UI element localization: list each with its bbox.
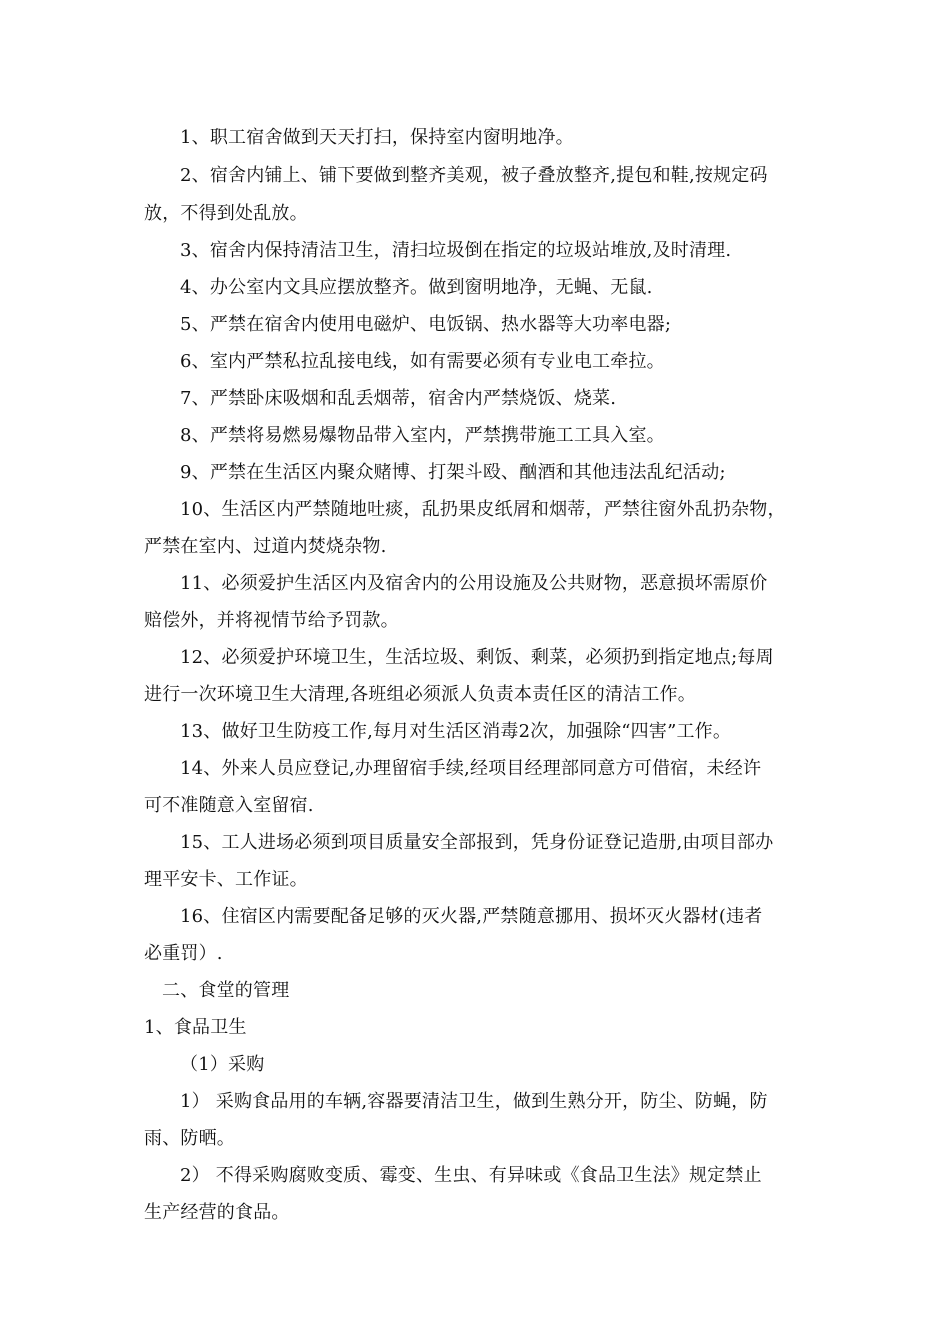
rule-12-line-2: 进行一次环境卫生大清理,各班组必须派人负责本责任区的清洁工作。 — [144, 684, 696, 705]
rule-8: 8、严禁将易燃易爆物品带入室内，严禁携带施工工具入室。 — [180, 425, 665, 446]
rule-2-line-2: 放，不得到处乱放。 — [144, 203, 308, 224]
rule-10-line-2: 严禁在室内、过道内焚烧杂物. — [144, 536, 387, 557]
rule-14-line-1: 14、外来人员应登记,办理留宿手续,经项目经理部同意方可借宿，未经许 — [180, 758, 762, 779]
rule-15-line-1: 15、工人进场必须到项目质量安全部报到，凭身份证登记造册,由项目部办 — [180, 832, 774, 853]
rule-13: 13、做好卫生防疫工作,每月对生活区消毒2次，加强除“四害”工作。 — [180, 721, 732, 742]
procurement-item-2-line-2: 生产经营的食品。 — [144, 1202, 290, 1223]
subsection-food-hygiene: 1、食品卫生 — [144, 1017, 247, 1038]
rule-1: 1、职工宿舍做到天天打扫，保持室内窗明地净。 — [180, 127, 574, 148]
rule-11-line-1: 11、必须爱护生活区内及宿舍内的公用设施及公共财物，恶意损坏需原价 — [180, 573, 768, 594]
rule-14-line-2: 可不准随意入室留宿. — [144, 795, 314, 816]
procurement-item-1-line-2: 雨、防晒。 — [144, 1128, 235, 1149]
rule-7: 7、严禁卧床吸烟和乱丢烟蒂，宿舍内严禁烧饭、烧菜. — [180, 388, 617, 409]
rule-3: 3、宿舍内保持清洁卫生，清扫垃圾倒在指定的垃圾站堆放,及时清理. — [180, 240, 732, 261]
rule-2-line-1: 2、宿舍内铺上、铺下要做到整齐美观，被子叠放整齐,提包和鞋,按规定码 — [180, 165, 768, 186]
subsection-procurement: （1）采购 — [180, 1054, 265, 1075]
rule-12-line-1: 12、必须爱护环境卫生，生活垃圾、剩饭、剩菜，必须扔到指定地点;每周 — [180, 647, 774, 668]
rule-10-line-1: 10、生活区内严禁随地吐痰，乱扔果皮纸屑和烟蒂，严禁往窗外乱扔杂物， — [180, 499, 786, 520]
section-heading-canteen: 二、食堂的管理 — [162, 980, 290, 1001]
rule-5: 5、严禁在宿舍内使用电磁炉、电饭锅、热水器等大功率电器; — [180, 314, 672, 335]
procurement-item-1-line-1: 1） 采购食品用的车辆,容器要清洁卫生，做到生熟分开，防尘、防蝇，防 — [180, 1091, 768, 1112]
rule-16-line-1: 16、住宿区内需要配备足够的灭火器,严禁随意挪用、损坏灭火器材(违者 — [180, 906, 763, 927]
rule-15-line-2: 理平安卡、工作证。 — [144, 869, 308, 890]
procurement-item-2-line-1: 2） 不得采购腐败变质、霉变、生虫、有异味或《食品卫生法》规定禁止 — [180, 1165, 762, 1186]
rule-4: 4、办公室内文具应摆放整齐。做到窗明地净，无蝇、无鼠. — [180, 277, 653, 298]
rule-16-line-2: 必重罚）. — [144, 943, 223, 964]
rule-11-line-2: 赔偿外，并将视情节给予罚款。 — [144, 610, 399, 631]
rule-9: 9、严禁在生活区内聚众赌博、打架斗殴、酗酒和其他违法乱纪活动; — [180, 462, 726, 483]
rule-6: 6、室内严禁私拉乱接电线，如有需要必须有专业电工牵拉。 — [180, 351, 665, 372]
